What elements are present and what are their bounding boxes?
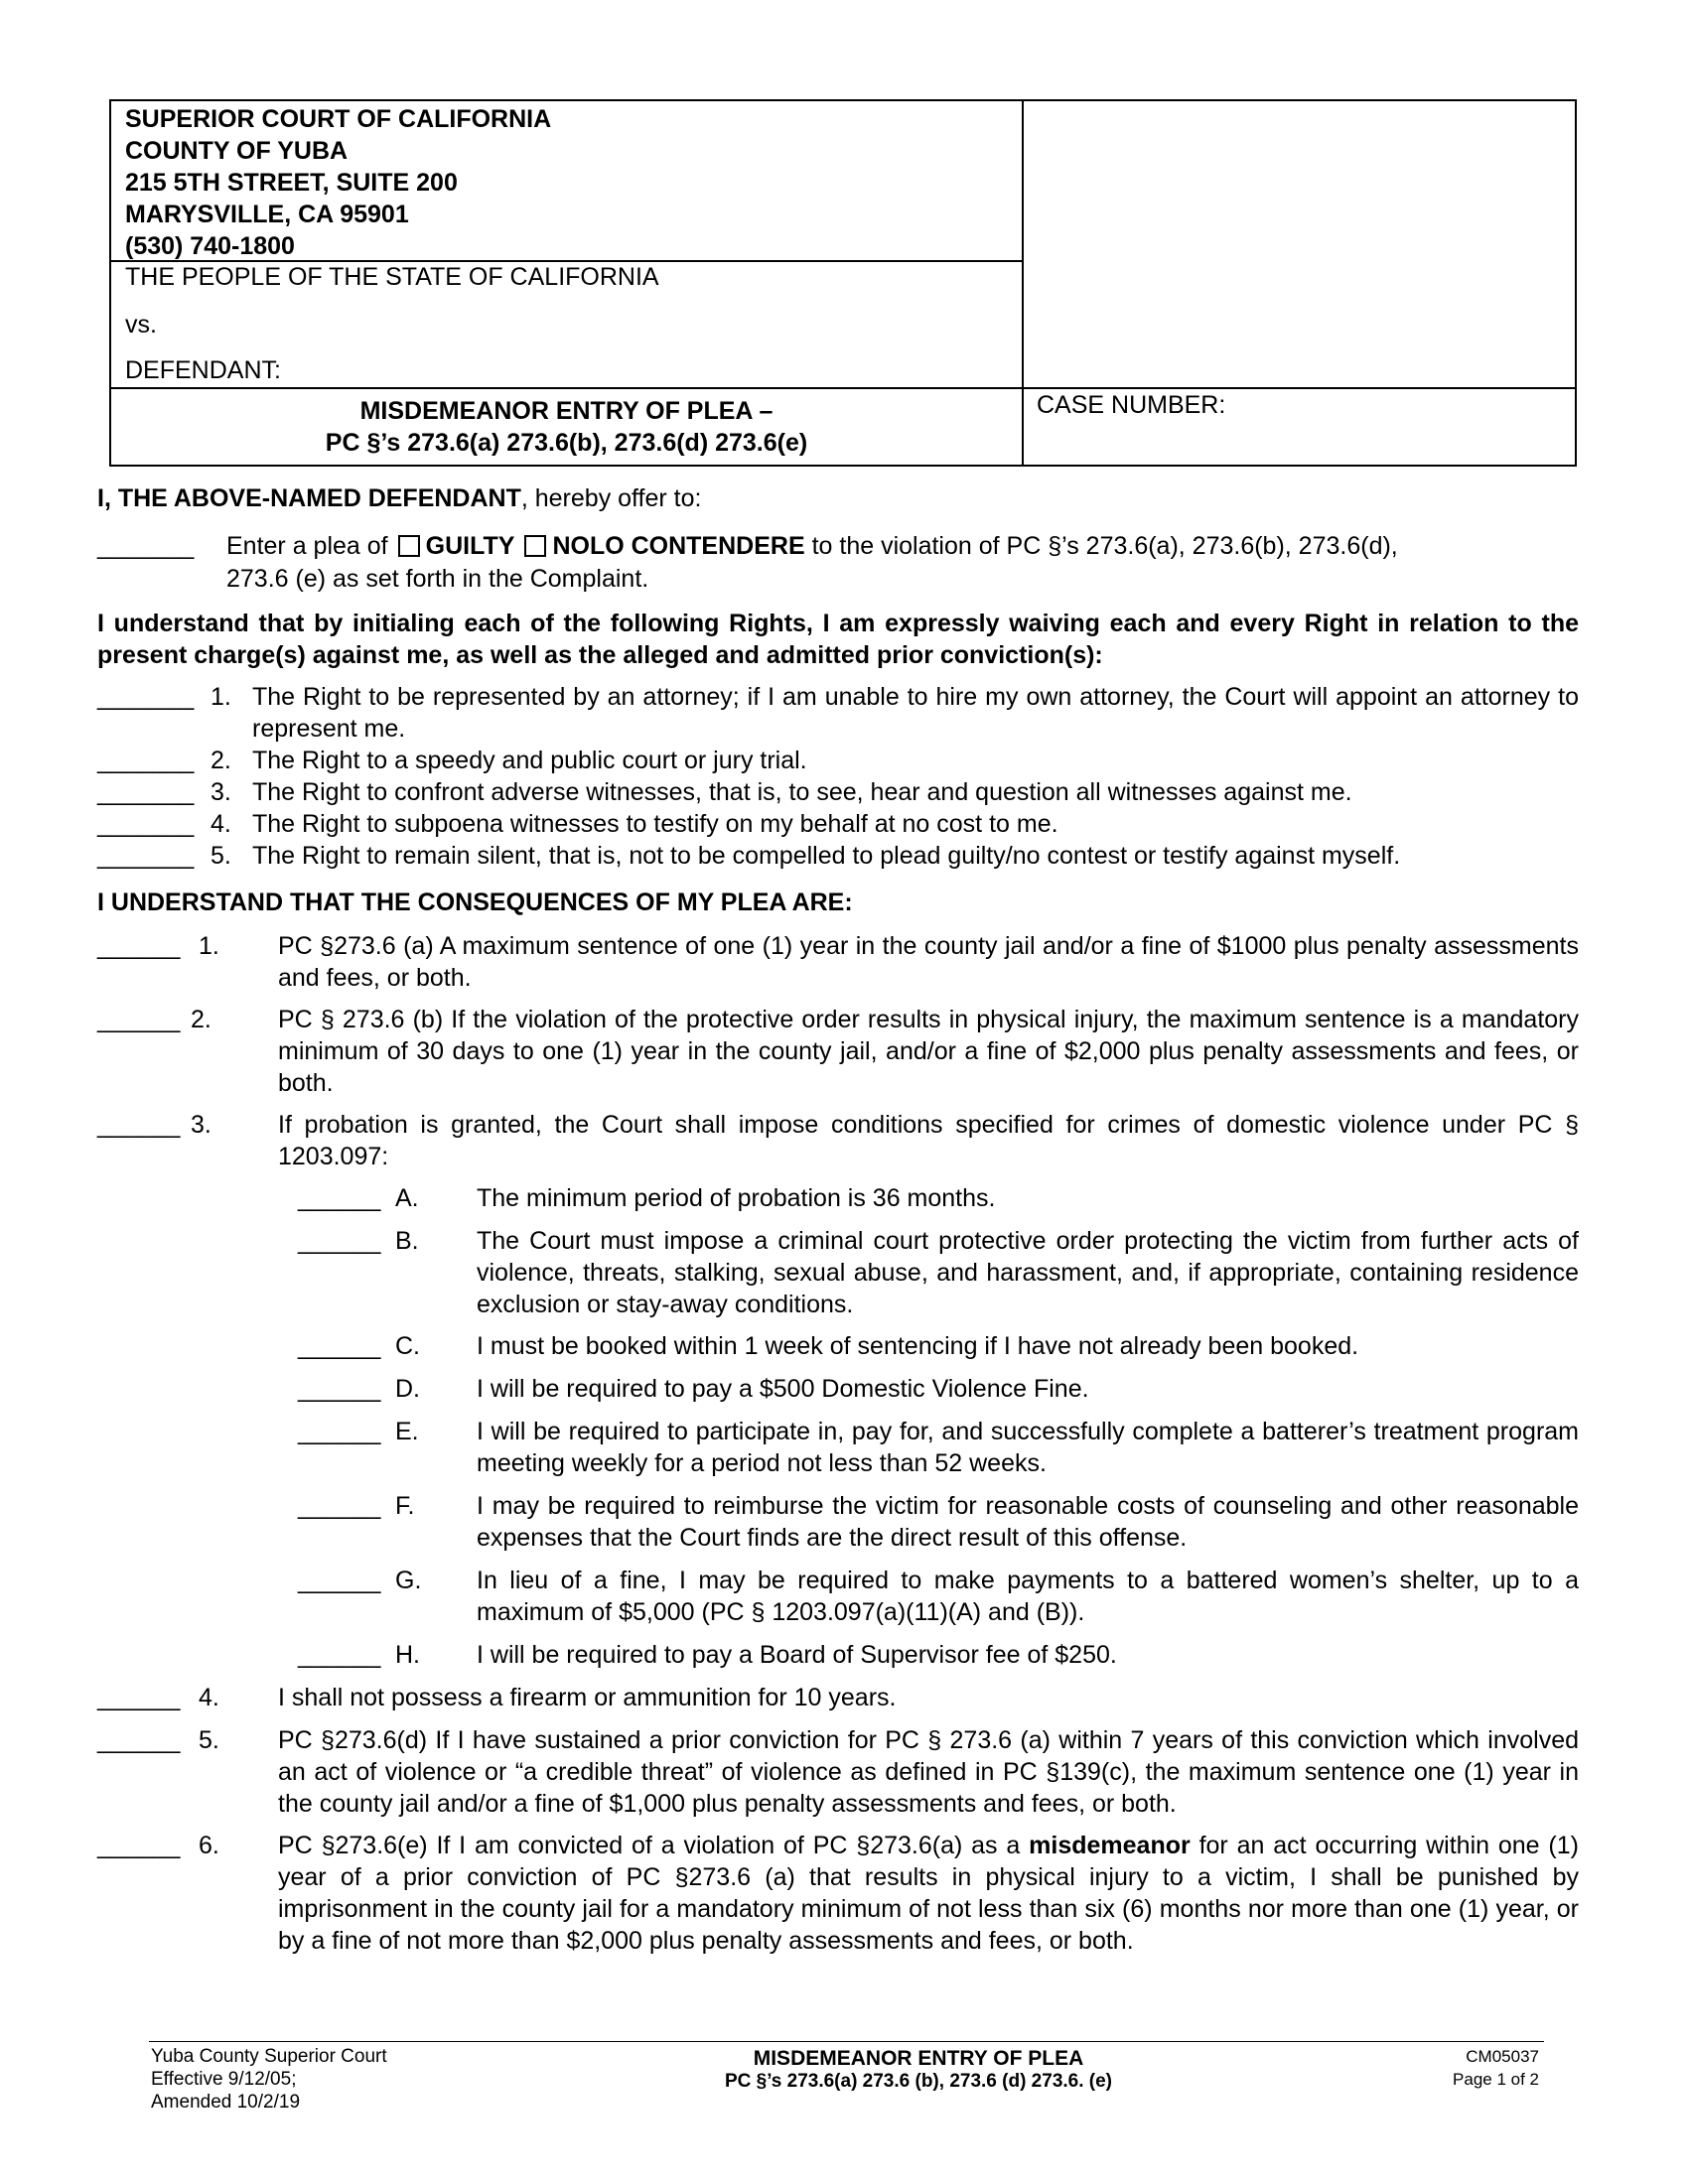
plea-line2: 273.6 (e) as set forth in the Complaint. — [226, 565, 649, 593]
right-number: 2. — [211, 747, 231, 774]
page-number: Page 1 of 2 — [1453, 2070, 1539, 2089]
footer-right — [1390, 2045, 1539, 2091]
condition-initial-blank[interactable]: ______ — [298, 1184, 381, 1212]
right-text: The Right to confront adverse witnesses, that is, to see, hear and question all witnesses against me. — [252, 778, 1352, 806]
consequence-initial-blank[interactable]: ______ — [97, 1726, 181, 1754]
guilty-label: GUILTY — [425, 532, 515, 560]
footer-effective: Effective 9/12/05; — [151, 2069, 297, 2090]
consequence-number: 5. — [199, 1726, 219, 1754]
consequence-text: PC §273.6(d) If I have sustained a prior conviction for PC § 273.6 (a) within 7 years of this conviction which involved an act of violence or “a credible threat” of violence as defined in PC §139(c), the maximum sentence one (1) year in the county jail and/or a fine of $1,000 plus penalty assessments and fees, or both. — [278, 1726, 1579, 1818]
condition-letter: H. — [395, 1641, 420, 1669]
right-initial-blank[interactable]: _______ — [97, 683, 195, 711]
consequence-number: 4. — [199, 1684, 219, 1711]
condition-letter: D. — [395, 1375, 420, 1403]
rights-intro: I understand that by initialing each of the following Rights, I am expressly waiving each and every Right in relation to the present charge(s) against me, as well as the alleged and admitted prior conviction(s): — [97, 610, 1579, 669]
consequence-initial-blank[interactable]: ______ — [97, 1832, 181, 1859]
condition-letter: G. — [395, 1567, 422, 1594]
case-number-label: CASE NUMBER: — [1037, 391, 1226, 419]
condition-text: The Court must impose a criminal court protective order protecting the victim from further acts of violence, threats, stalking, sexual abuse, and harassment, and, if appropriate, containing residence exclusion or stay-away conditions. — [477, 1227, 1579, 1318]
consequence-text-part: for an act occurring within one (1) year of a prior conviction of PC §273.6 (a) that results in physical injury to a victim, I shall be punished by imprisonment in the county jail for a mandatory minimum of not less than six (6) months nor more than one (1) year, or by a fine of not more than $2,000 plus penalty assessments and fees, or both. — [278, 1832, 1579, 1955]
right-text: The Right to a speedy and public court or jury trial. — [252, 747, 807, 774]
footer-court: Yuba County Superior Court — [151, 2046, 387, 2067]
consequence-number: 1. — [199, 932, 219, 960]
right-text: The Right to be represented by an attorney; if I am unable to hire my own attorney, the Court will appoint an attorney to represent me. — [252, 683, 1579, 743]
form-title — [111, 395, 1022, 459]
right-number: 3. — [211, 778, 231, 806]
caption-divider — [111, 387, 1577, 389]
misdemeanor-emphasis: misdemeanor — [1029, 1832, 1191, 1859]
condition-text: I will be required to pay a $500 Domestic Violence Fine. — [477, 1375, 1089, 1403]
consequence-text: I shall not possess a firearm or ammunition for 10 years. — [278, 1684, 897, 1711]
consequence-text: PC §273.6 (a) A maximum sentence of one (1) year in the county jail and/or a fine of $1000 plus penalty assessments and fees, or both. — [278, 932, 1579, 992]
right-initial-blank[interactable]: _______ — [97, 842, 195, 870]
plaintiff-name: THE PEOPLE OF THE STATE OF CALIFORNIA — [125, 263, 659, 291]
condition-letter: B. — [395, 1227, 419, 1255]
consequence-text-part: PC §273.6(e) If I am convicted of a violation of PC §273.6(a) as a — [278, 1832, 1030, 1859]
footer-rule — [149, 2041, 1544, 2042]
right-initial-blank[interactable]: _______ — [97, 778, 195, 806]
consequence-text: If probation is granted, the Court shall impose conditions specified for crimes of domestic violence under PC § 1203.097: — [278, 1111, 1579, 1170]
plea-initial-blank[interactable]: _______ — [97, 532, 195, 560]
nolo-contendere-label: NOLO CONTENDERE — [552, 532, 805, 560]
right-initial-blank[interactable]: _______ — [97, 810, 195, 838]
intro-rest: , hereby offer to: — [520, 484, 702, 512]
condition-text: I will be required to pay a Board of Supervisor fee of $250. — [477, 1641, 1117, 1669]
defendant-label: DEFENDANT: — [125, 356, 281, 384]
condition-text: The minimum period of probation is 36 months. — [477, 1184, 996, 1212]
footer-title-line1: MISDEMEANOR ENTRY OF PLEA — [753, 2047, 1084, 2070]
consequence-initial-blank[interactable]: ______ — [97, 1684, 181, 1711]
condition-letter: F. — [395, 1492, 415, 1520]
right-text: The Right to remain silent, that is, not to be compelled to plead guilty/no contest or testify against myself. — [252, 842, 1401, 870]
condition-initial-blank[interactable]: ______ — [298, 1641, 381, 1669]
right-number: 1. — [211, 683, 231, 711]
footer-title-line2: PC §’s 273.6(a) 273.6 (b), 273.6 (d) 273.6. (e) — [724, 2071, 1113, 2092]
plea-suffix: to the violation of PC §’s 273.6(a), 273.6(b), 273.6(d), — [811, 532, 1398, 560]
consequences-heading: I UNDERSTAND THAT THE CONSEQUENCES OF MY PLEA ARE: — [97, 888, 853, 916]
condition-initial-blank[interactable]: ______ — [298, 1332, 381, 1360]
consequence-text: PC § 273.6 (b) If the violation of the protective order results in physical injury, the maximum sentence is a mandatory minimum of 30 days to one (1) year in the county jail, and/or a fine of $2,000 plus penalty assessments and fees, or both. — [278, 1006, 1579, 1097]
condition-initial-blank[interactable]: ______ — [298, 1418, 381, 1445]
form-code: CM05037 — [1466, 2047, 1539, 2066]
right-number: 5. — [211, 842, 231, 870]
versus-label: vs. — [125, 311, 157, 339]
court-street: 215 5TH STREET, SUITE 200 — [125, 169, 458, 197]
consequence-initial-blank[interactable]: ______ — [97, 1111, 181, 1139]
county-name: COUNTY OF YUBA — [125, 137, 349, 165]
plea-line — [226, 530, 1579, 562]
condition-letter: A. — [395, 1184, 419, 1212]
footer-amended: Amended 10/2/19 — [151, 2092, 301, 2113]
condition-text: I must be booked within 1 week of sentencing if I have not already been booked. — [477, 1332, 1359, 1360]
footer-left — [151, 2045, 387, 2114]
intro-bold: I, THE ABOVE-NAMED DEFENDANT — [97, 484, 521, 512]
form-title-line2: PC §’s 273.6(a) 273.6(b), 273.6(d) 273.6(e) — [325, 429, 808, 457]
guilty-checkbox[interactable] — [398, 535, 420, 557]
consequence-number: 6. — [199, 1832, 219, 1859]
court-address-block — [125, 103, 551, 262]
consequence-number: 3. — [191, 1111, 211, 1139]
intro-line — [97, 482, 701, 514]
condition-text: In lieu of a fine, I may be required to make payments to a battered women’s shelter, up to a maximum of $5,000 (PC § 1203.097(a)(11)(A) and (B)). — [477, 1567, 1579, 1626]
condition-initial-blank[interactable]: ______ — [298, 1227, 381, 1255]
plea-prefix: Enter a plea of — [226, 532, 388, 560]
condition-initial-blank[interactable]: ______ — [298, 1567, 381, 1594]
court-phone: (530) 740-1800 — [125, 232, 295, 260]
court-name: SUPERIOR COURT OF CALIFORNIA — [125, 105, 552, 133]
right-number: 4. — [211, 810, 231, 838]
form-title-line1: MISDEMEANOR ENTRY OF PLEA – — [359, 397, 774, 425]
condition-text: I will be required to participate in, pay for, and successfully complete a batterer’s treatment program meeting weekly for a period not less than 52 weeks. — [477, 1418, 1579, 1477]
caption-divider — [1022, 101, 1024, 465]
condition-initial-blank[interactable]: ______ — [298, 1375, 381, 1403]
right-text: The Right to subpoena witnesses to testify on my behalf at no cost to me. — [252, 810, 1058, 838]
condition-initial-blank[interactable]: ______ — [298, 1492, 381, 1520]
footer-title — [596, 2047, 1241, 2093]
court-city: MARYSVILLE, CA 95901 — [125, 201, 409, 228]
consequence-text — [278, 1830, 1579, 1957]
condition-text: I may be required to reimburse the victim for reasonable costs of counseling and other reasonable expenses that the Court finds are the direct result of this offense. — [477, 1492, 1579, 1552]
consequence-initial-blank[interactable]: ______ — [97, 1006, 181, 1033]
consequence-initial-blank[interactable]: ______ — [97, 932, 181, 960]
nolo-contendere-checkbox[interactable] — [524, 535, 546, 557]
right-initial-blank[interactable]: _______ — [97, 747, 195, 774]
condition-letter: C. — [395, 1332, 420, 1360]
consequence-number: 2. — [191, 1006, 211, 1033]
caption-box — [109, 99, 1577, 467]
condition-letter: E. — [395, 1418, 419, 1445]
